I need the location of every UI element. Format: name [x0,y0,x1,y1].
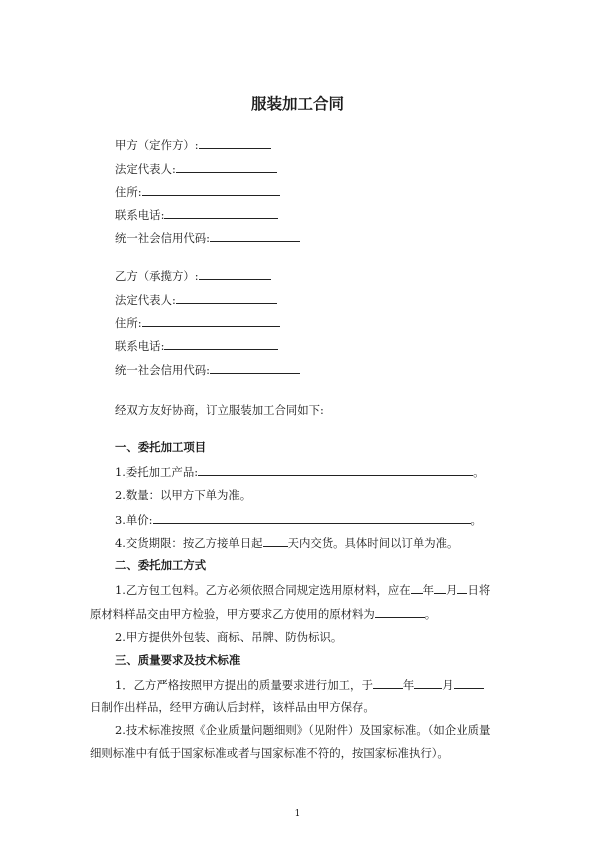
unit-price-blank[interactable] [153,512,471,524]
s2-p2: 2.甲方提供外包装、商标、吊牌、防伪标识。 [115,630,343,644]
sample-month-blank[interactable] [434,582,446,594]
s1-item3-row [115,512,482,527]
party-a-name-row [115,137,271,152]
s3-p1-line1 [115,677,484,692]
section-1-heading: 一、委托加工项目 [115,440,207,454]
party-a-name-blank[interactable] [199,137,271,149]
sample-day-blank[interactable] [457,582,467,594]
s1-item4-text-b: 天内交货。具体时间以订单为准。 [287,536,459,550]
s3-p1-text: 1．乙方严格按照甲方提出的质量要求进行加工，于 [115,678,373,692]
s3-p2-line1: 2.技术标准按照《企业质量问题细则》（见附件）及国家标准。（如企业质量 [115,723,491,737]
s2-p1-day: 日将 [467,583,491,597]
party-a-phone-label: 联系电话: [115,208,165,222]
s1-item3-label: 3.单价: [115,513,153,527]
party-a-credit-label: 统一社会信用代码: [115,231,210,245]
s2-p1-text: 1.乙方包工包料。乙方必须依照合同规定选用原材料，应在 [115,583,411,597]
party-a-addr-blank[interactable] [142,184,280,196]
party-a-rep-blank[interactable] [176,161,277,173]
party-b-phone-label: 联系电话: [115,339,165,353]
s1-item4-text-a: 4.交货期限：按乙方接单日起 [115,536,263,550]
party-b-name-row [115,268,271,283]
s1-item1-row [115,464,484,479]
party-a-addr-row [115,184,280,199]
party-a-name-label: 甲方（定作方）: [115,138,199,152]
s2-p1-year: 年 [422,583,435,597]
party-a-addr-label: 住所: [115,185,142,199]
party-b-rep-row [115,292,277,307]
section-3-heading: 三、质量要求及技术标准 [115,653,241,667]
party-b-rep-blank[interactable] [176,292,277,304]
party-a-credit-blank[interactable] [210,230,300,242]
intro-text: 经双方友好协商，订立服装加工合同如下: [115,403,324,417]
s3-p1-line2: 日制作出样品，经甲方确认后封样，该样品由甲方保存。 [90,700,375,714]
quality-year-blank[interactable] [373,677,403,689]
quality-day-blank[interactable] [454,677,484,689]
s3-p1-year: 年 [402,678,415,692]
s1-item1-label: 1.委托加工产品: [115,465,199,479]
party-b-addr-blank[interactable] [142,315,280,327]
party-b-name-label: 乙方（承揽方）: [115,269,199,283]
s2-p1-line1 [115,582,490,597]
quality-month-blank[interactable] [414,677,442,689]
party-b-rep-label: 法定代表人: [115,293,176,307]
party-a-phone-blank[interactable] [164,207,278,219]
contract-title: 服装加工合同 [250,95,344,113]
raw-material-blank[interactable] [375,606,425,618]
party-b-phone-blank[interactable] [164,338,278,350]
party-b-credit-label: 统一社会信用代码: [115,363,210,377]
party-b-addr-row [115,315,280,330]
party-b-addr-label: 住所: [115,316,142,330]
product-blank[interactable] [198,464,473,476]
s3-p2-line2: 细则标准中有低于国家标准或者与国家标准不符的，按国家标准执行）。 [90,746,449,760]
party-a-rep-label: 法定代表人: [115,162,176,176]
s1-item3-end: 。 [470,513,482,527]
party-a-phone-row [115,207,278,222]
s2-p1-line2-text: 原材料样品交由甲方检验，甲方要求乙方使用的原材料为 [90,607,375,621]
section-2-heading: 二、委托加工方式 [115,558,207,572]
s1-item1-end: 。 [473,465,485,479]
s2-p1-line2 [90,606,436,621]
s3-p1-month: 月 [442,678,454,692]
s2-p1-line2-end: 。 [424,607,437,621]
party-a-credit-row [115,230,300,245]
s1-item2: 2.数量：以甲方下单为准。 [115,488,252,502]
s1-item4-row [115,535,458,550]
party-b-credit-blank[interactable] [210,362,300,374]
party-b-credit-row [115,362,300,377]
party-b-phone-row [115,338,278,353]
page-number: 1 [294,809,301,819]
s2-p1-month: 月 [446,583,458,597]
sample-year-blank[interactable] [411,582,423,594]
delivery-days-blank[interactable] [263,535,288,547]
party-a-rep-row [115,161,277,176]
party-b-name-blank[interactable] [199,268,271,280]
